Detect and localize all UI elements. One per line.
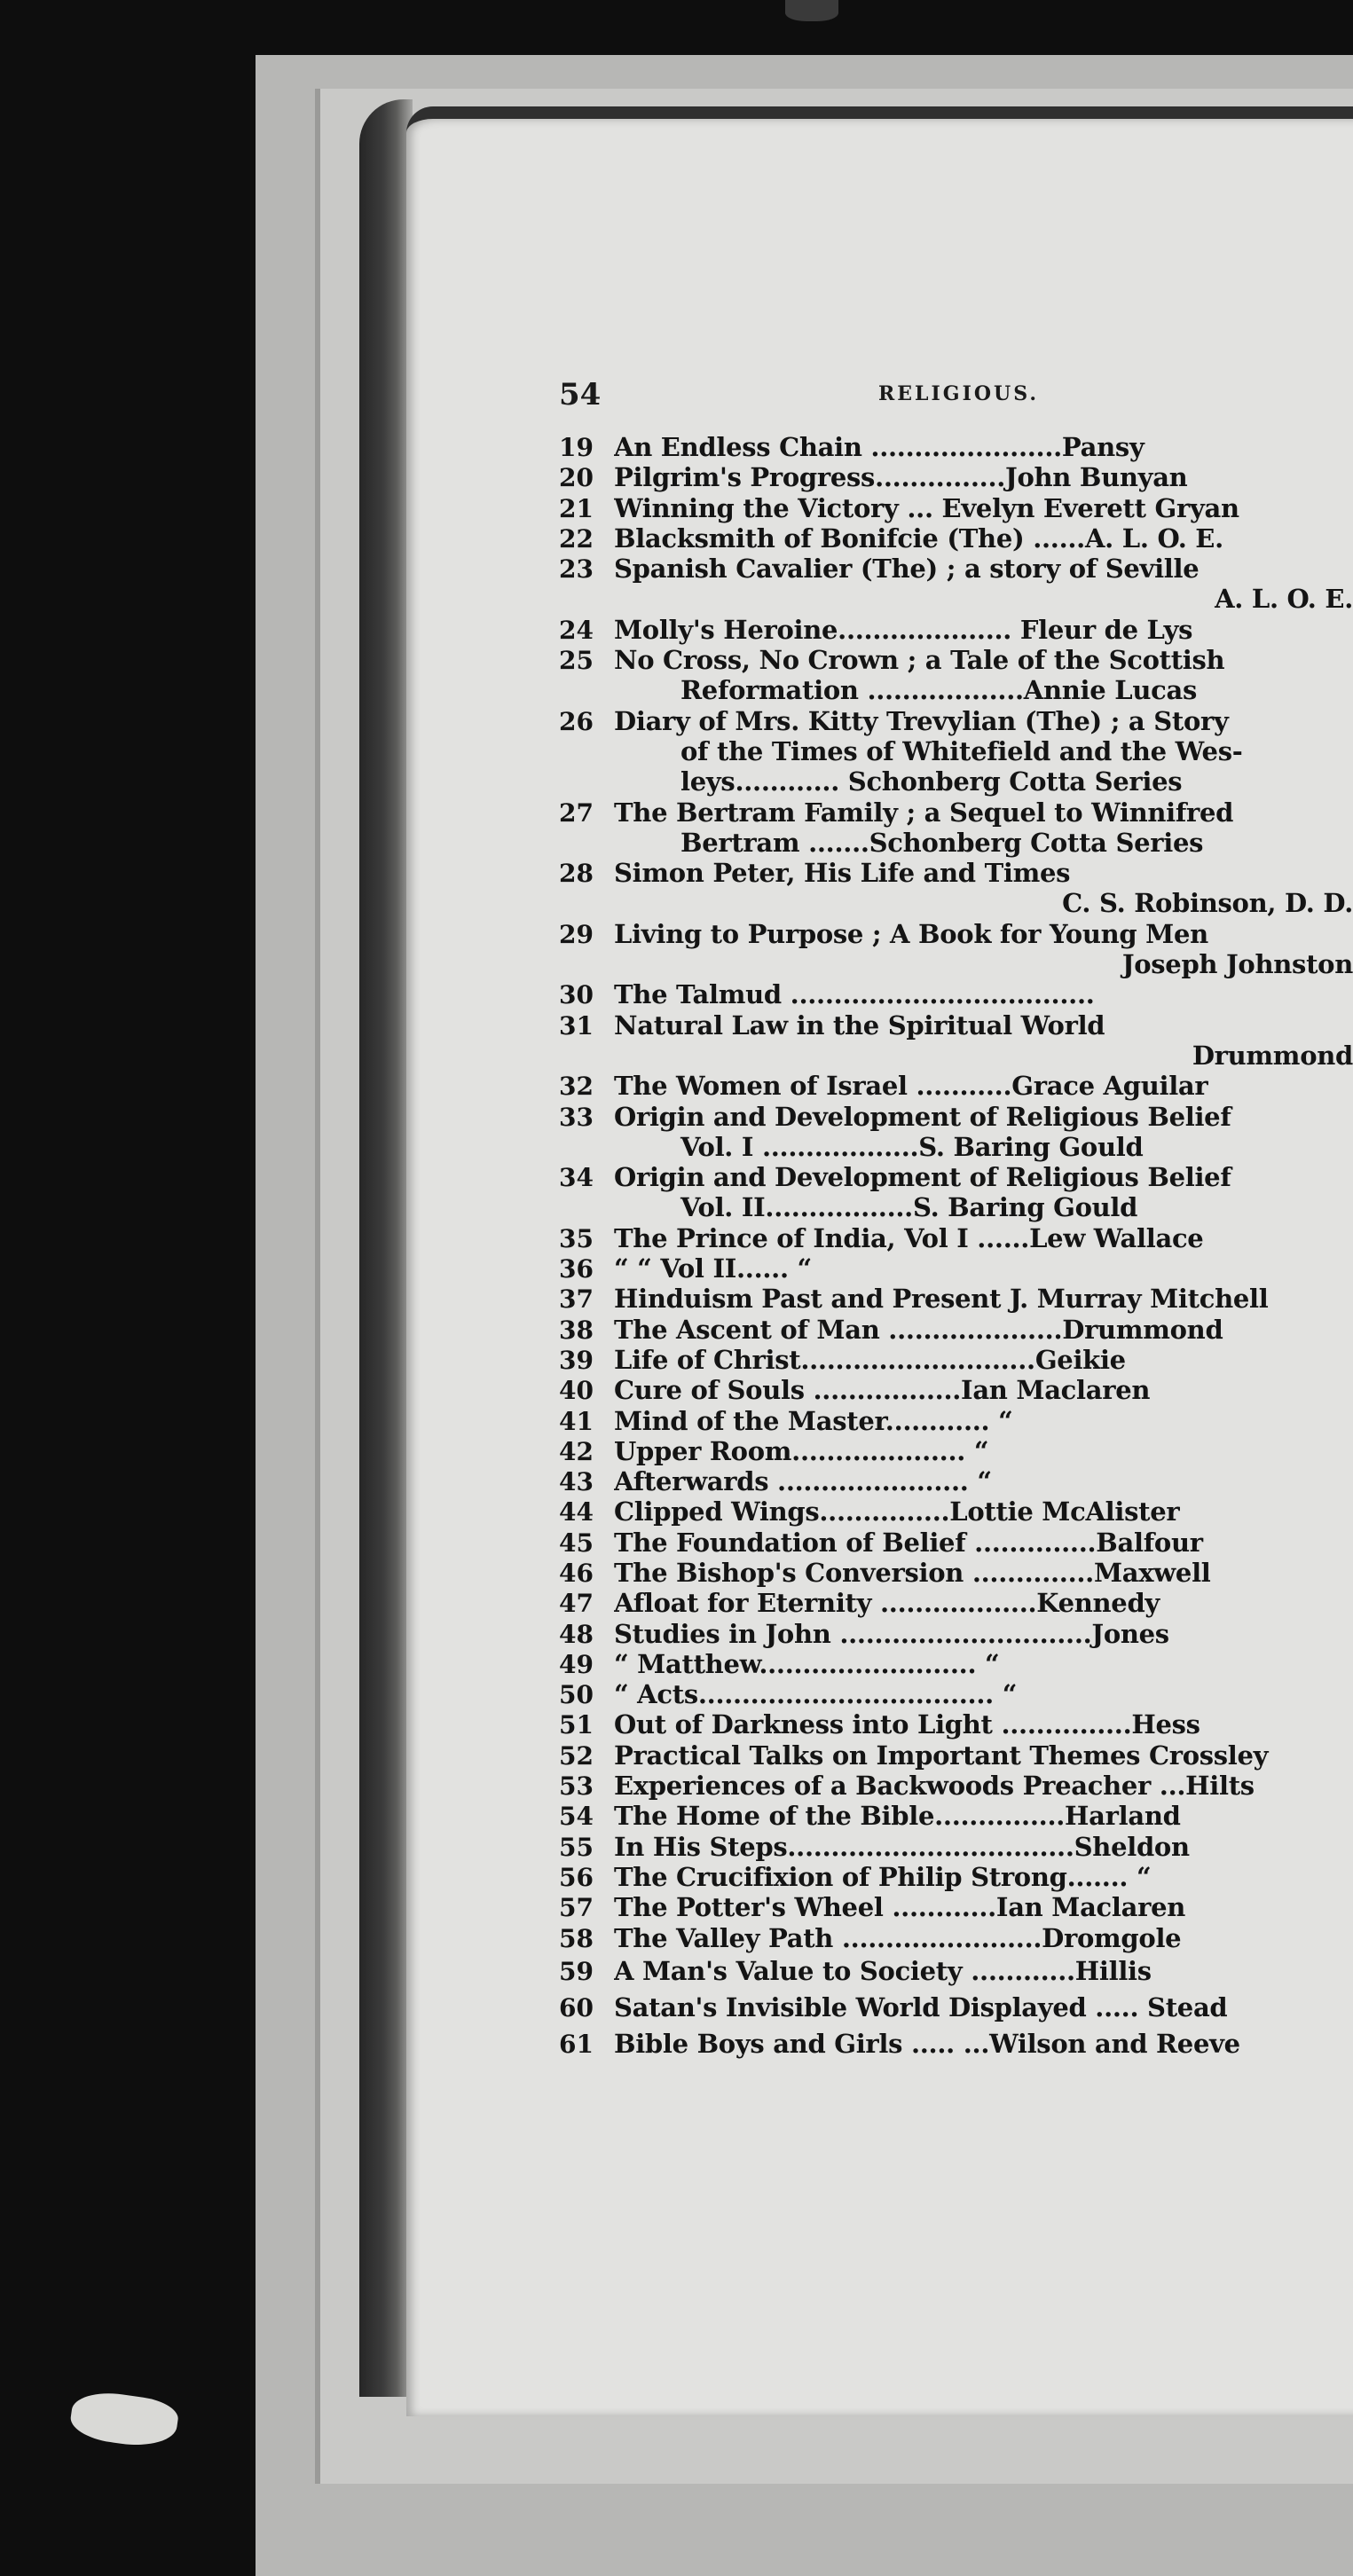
entry-text: Blacksmith of Bonifcie (The) ......A. L. O. E. <box>614 522 1223 554</box>
entry-text: Mind of the Master............ “ <box>614 1405 1013 1436</box>
entry-text: Bible Boys and Girls ..... ...Wilson and Reeve <box>614 2028 1240 2059</box>
entry-number: 49 <box>559 1649 594 1679</box>
list-item <box>559 645 1353 675</box>
list-item <box>559 1071 1353 1101</box>
list-item <box>559 1466 1353 1496</box>
entry-number: 52 <box>559 1740 594 1771</box>
list-item <box>559 706 1353 736</box>
list-item-continuation <box>559 828 1353 858</box>
list-item <box>559 462 1353 492</box>
entry-text: Origin and Development of Religious Belief <box>614 1162 1231 1193</box>
list-item <box>559 1010 1353 1041</box>
page-header <box>559 377 1353 412</box>
entry-number: 34 <box>559 1163 594 1193</box>
list-item <box>559 2026 1353 2062</box>
entry-text: Vol. I ..................S. Baring Gould <box>680 1131 1144 1162</box>
list-item <box>559 1162 1353 1192</box>
page-number: 54 <box>559 377 602 412</box>
entry-text: Cure of Souls .................Ian Maclaren <box>614 1375 1151 1406</box>
list-item <box>559 1709 1353 1740</box>
list-item <box>559 1375 1353 1405</box>
entry-number: 23 <box>559 554 594 585</box>
list-item <box>559 1496 1353 1527</box>
entry-number: 29 <box>559 919 594 949</box>
entry-number: 26 <box>559 706 594 736</box>
list-item-continuation <box>559 736 1353 766</box>
list-item <box>559 1832 1353 1862</box>
entry-text: A. L. O. E. <box>1215 584 1353 615</box>
entry-text: Vol. II.................S. Baring Gould <box>680 1192 1138 1223</box>
entry-number: 20 <box>559 463 594 493</box>
entry-text: C. S. Robinson, D. D. <box>1062 888 1353 919</box>
entry-number: 28 <box>559 859 594 889</box>
entry-number: 38 <box>559 1315 594 1345</box>
paper-scrap <box>68 2388 180 2451</box>
entry-text: The Talmud ................................... <box>614 979 1095 1010</box>
entry-number: 51 <box>559 1710 594 1740</box>
list-item <box>559 1923 1353 1953</box>
entry-number: 31 <box>559 1010 594 1041</box>
list-item <box>559 1990 1353 2026</box>
entry-number: 24 <box>559 615 594 645</box>
entry-number: 46 <box>559 1558 594 1588</box>
list-item <box>559 1801 1353 1831</box>
list-item <box>559 432 1353 462</box>
entry-number: 55 <box>559 1832 594 1862</box>
entry-number: 61 <box>559 2029 594 2059</box>
entry-text: Satan's Invisible World Displayed ..... Stead <box>614 1991 1228 2022</box>
entry-text: The Crucifixion of Philip Strong....... “ <box>614 1861 1152 1892</box>
entry-text: Hinduism Past and Present J. Murray Mitchell <box>614 1284 1269 1315</box>
entry-text: Practical Talks on Important Themes Crossley <box>614 1740 1269 1771</box>
list-item <box>559 1345 1353 1375</box>
entry-number: 41 <box>559 1406 594 1436</box>
entry-text: Experiences of a Backwoods Preacher ...Hilts <box>614 1771 1255 1802</box>
entry-number: 30 <box>559 980 594 1010</box>
entry-text: Upper Room.................... “ <box>614 1435 989 1466</box>
list-item <box>559 1740 1353 1771</box>
entry-number: 21 <box>559 493 594 523</box>
list-item-continuation <box>559 1192 1353 1222</box>
entry-text: Living to Purpose ; A Book for Young Men <box>614 918 1208 949</box>
entry-text: A Man's Value to Society ............Hillis <box>614 1955 1152 1986</box>
entry-number: 45 <box>559 1528 594 1558</box>
entry-text: In His Steps.................................Sheldon <box>614 1831 1190 1862</box>
entry-text: Spanish Cavalier (The) ; a story of Seville <box>614 554 1200 585</box>
entry-text: Out of Darkness into Light ...............Hess <box>614 1709 1200 1740</box>
entry-text: Joseph Johnston <box>1121 949 1353 980</box>
list-item <box>559 1771 1353 1801</box>
list-item <box>559 979 1353 1009</box>
entry-text: Reformation ..................Annie Lucas <box>680 675 1197 706</box>
list-item <box>559 1315 1353 1345</box>
list-item-continuation <box>559 584 1353 614</box>
list-item <box>559 1619 1353 1649</box>
list-item <box>559 1649 1353 1679</box>
entry-number: 59 <box>559 1956 594 1986</box>
entry-number: 53 <box>559 1771 594 1802</box>
entry-text: No Cross, No Crown ; a Tale of the Scottish <box>614 645 1225 676</box>
entry-number: 36 <box>559 1254 594 1284</box>
list-item-continuation <box>559 1132 1353 1162</box>
entry-number: 27 <box>559 797 594 828</box>
list-item <box>559 797 1353 828</box>
list-item-continuation <box>559 766 1353 797</box>
entry-number: 25 <box>559 646 594 676</box>
list-item <box>559 1679 1353 1709</box>
entry-number: 50 <box>559 1680 594 1710</box>
list-item <box>559 1528 1353 1558</box>
entry-text: The Prince of India, Vol I ......Lew Wallace <box>614 1222 1204 1253</box>
entry-text: Origin and Development of Religious Belief <box>614 1101 1231 1132</box>
entry-text: The Bertram Family ; a Sequel to Winnifred <box>614 797 1234 828</box>
entry-number: 39 <box>559 1345 594 1375</box>
list-item <box>559 1436 1353 1466</box>
entry-text: The Ascent of Man ....................Drummond <box>614 1314 1223 1345</box>
entry-number: 54 <box>559 1802 594 1832</box>
entry-number: 57 <box>559 1893 594 1923</box>
entry-number: 58 <box>559 1923 594 1953</box>
list-item <box>559 1253 1353 1284</box>
entry-number: 32 <box>559 1072 594 1102</box>
entry-text: “ Acts.................................. “ <box>614 1679 1018 1710</box>
entry-number: 19 <box>559 433 594 462</box>
book-list <box>559 432 1353 2062</box>
list-item <box>559 493 1353 523</box>
running-head: RELIGIOUS. <box>878 382 1040 405</box>
entry-text: The Potter's Wheel ............Ian Maclaren <box>614 1892 1186 1923</box>
paper-fragment <box>785 0 838 21</box>
entry-text: The Valley Path .......................Dromgole <box>614 1922 1182 1953</box>
list-item-continuation <box>559 888 1353 918</box>
entry-text: Molly's Heroine.................... Fleur de Lys <box>614 614 1193 645</box>
list-item <box>559 1558 1353 1588</box>
entry-number: 40 <box>559 1376 594 1406</box>
list-item <box>559 1588 1353 1618</box>
entry-number: 56 <box>559 1862 594 1892</box>
list-item <box>559 1953 1353 1990</box>
entry-number: 48 <box>559 1619 594 1649</box>
list-item <box>559 919 1353 949</box>
entry-text: The Women of Israel ...........Grace Aguilar <box>614 1071 1208 1102</box>
entry-number: 44 <box>559 1497 594 1528</box>
entry-text: Bertram .......Schonberg Cotta Series <box>680 827 1204 858</box>
list-item <box>559 523 1353 554</box>
entry-text: “ Matthew......................... “ <box>614 1648 1000 1679</box>
entry-number: 37 <box>559 1284 594 1315</box>
entry-text: Pilgrim's Progress...............John Bunyan <box>614 462 1188 493</box>
entry-number: 47 <box>559 1589 594 1619</box>
entry-text: leys............ Schonberg Cotta Series <box>680 766 1183 797</box>
entry-text: Studies in John .............................Jones <box>614 1618 1169 1649</box>
list-item <box>559 1284 1353 1314</box>
entry-text: Natural Law in the Spiritual World <box>614 1009 1105 1041</box>
entry-number: 43 <box>559 1467 594 1497</box>
entry-text: “ “ Vol II...... “ <box>614 1253 812 1284</box>
entry-text: Afterwards ...................... “ <box>614 1466 992 1497</box>
list-item <box>559 1223 1353 1253</box>
entry-text: Simon Peter, His Life and Times <box>614 858 1071 889</box>
list-item-continuation <box>559 1041 1353 1071</box>
entry-number: 35 <box>559 1223 594 1253</box>
list-item <box>559 1102 1353 1132</box>
list-item <box>559 1406 1353 1436</box>
entry-text: The Bishop's Conversion ..............Maxwell <box>614 1557 1211 1588</box>
list-item-continuation <box>559 949 1353 979</box>
entry-number: 42 <box>559 1436 594 1466</box>
book-spine-edge <box>359 99 413 2397</box>
entry-text: The Foundation of Belief ..............Balfour <box>614 1527 1203 1558</box>
entry-text: Winning the Victory ... Evelyn Everett Gryan <box>614 492 1239 523</box>
entry-number: 60 <box>559 1992 594 2022</box>
entry-text: Diary of Mrs. Kitty Trevylian (The) ; a Story <box>614 705 1229 736</box>
entry-text: The Home of the Bible...............Harland <box>614 1801 1181 1832</box>
entry-text: of the Times of Whitefield and the Wes- <box>680 735 1243 766</box>
list-item <box>559 1862 1353 1892</box>
list-item <box>559 615 1353 645</box>
entry-text: Afloat for Eternity ..................Kennedy <box>614 1588 1160 1619</box>
entry-text: Clipped Wings...............Lottie McAlister <box>614 1496 1180 1528</box>
list-item-continuation <box>559 675 1353 705</box>
entry-text: An Endless Chain ......................Pansy <box>614 432 1145 462</box>
list-item <box>559 1892 1353 1922</box>
list-item <box>559 554 1353 584</box>
list-item <box>559 858 1353 888</box>
entry-text: Life of Christ...........................Geikie <box>614 1344 1126 1375</box>
entry-number: 33 <box>559 1102 594 1132</box>
entry-text: Drummond <box>1192 1040 1353 1071</box>
entry-number: 22 <box>559 523 594 554</box>
